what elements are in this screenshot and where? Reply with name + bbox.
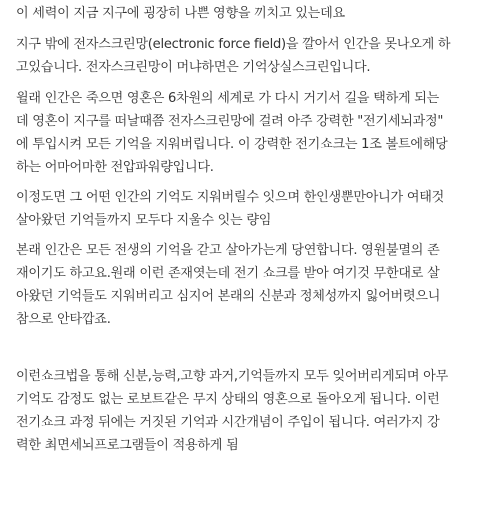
document-body: [16, 2, 476, 457]
text-line: 하는 어마어마한 전압파워량입니다.: [16, 160, 214, 175]
paragraph-1: [16, 2, 476, 25]
text-line: 고있습니다. 전자스크린망이 머냐하면은 기억상실스크린입니다.: [16, 60, 371, 75]
text-line: 이정도면 그 어떤 인간의 기억도 지워버릴수 잇으며 한인생뿐만아니가 여태것: [16, 190, 445, 205]
paragraph-2: [16, 33, 476, 79]
text-line: 윌래 인간은 죽으면 영혼은 6차원의 세계로 가 다시 거기서 길을 택하게 되는: [16, 91, 440, 106]
text-line: 이런쇼크법을 통해 신분,능력,고향 과거,기억들까지 모두 잊어버리게되며 아무: [16, 369, 448, 384]
paragraph-6: [16, 365, 476, 457]
text-line: 력한 최면세뇌프로그램들이 적용하게 됨: [16, 438, 239, 453]
text-line: 살아왔던 기억들까지 모두다 지울수 잇는 량임: [16, 213, 272, 228]
text-line: 에 투입시켜 모든 기억을 지워버립니다. 이 강력한 전기쇼크는 1조 볼트에해당: [16, 137, 448, 152]
text-line: 전기쇼크 과정 뒤에는 거짓된 기억과 시간개념이 주입이 됩니다. 여러가지 강: [16, 415, 440, 430]
paragraph-4: [16, 186, 476, 232]
paragraph-3: [16, 87, 476, 179]
text-line: 참으로 안타깝죠.: [16, 312, 111, 327]
text-line: 지구 밖에 전자스크린망(electronic force field)을 깔아서 인간을 못나오게 하: [16, 37, 451, 52]
text-line: 본래 인간은 모든 전생의 기억을 갇고 살아가는게 당연합니다. 영원불멸의 존: [16, 243, 440, 258]
text-line: 이 세력이 지금 지구에 굉장히 나쁜 영향을 끼치고 있는데요: [16, 6, 345, 21]
text-line: 재이기도 하고요.원래 이런 존재엿는데 전기 쇼크를 받아 여기것 무한대로 살: [16, 266, 440, 281]
text-line: 기억도 감정도 없는 로보트같은 무지 상태의 영혼으로 돌아오게 됩니다. 이런: [16, 392, 440, 407]
paragraph-5: [16, 239, 476, 331]
text-line: 데 영혼이 지구를 떠날때쯤 전자스크린망에 걸려 아주 강력한 "전기세뇌과정": [16, 114, 444, 129]
text-line: 아왔던 기억들도 지워버리고 심지어 본래의 신분과 정체성까지 잃어버렷으니: [16, 289, 441, 304]
